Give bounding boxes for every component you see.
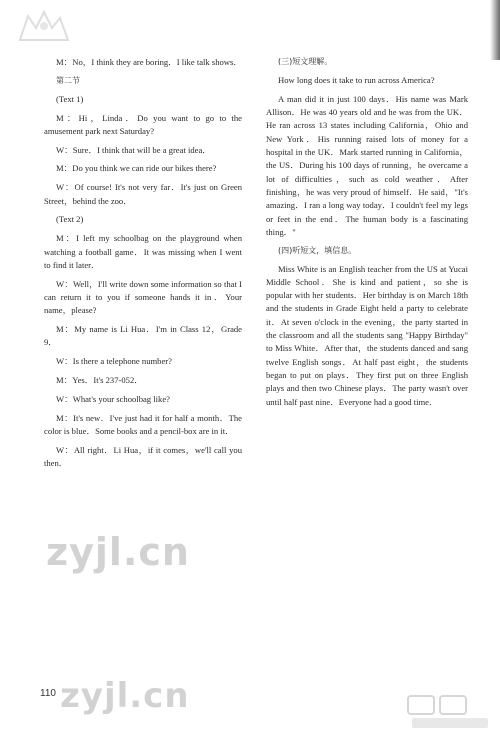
watermark-text: zyjl.cn bbox=[46, 530, 190, 574]
right-column-paragraph: Miss White is an English teacher from the US at Yucai Middle School．She is kind and patient，so she is popular with her students．Her birthday is on March 18th and the students in Grade Eight held a party to celebrate it．At seven o'clock in the evening，the party started in the classroom and all the students sang "Happy Birthday" to Miss White．After that，the students danced and sang twelve English songs．At half past eight，the students began to put on plays．They first put on three English plays and then two Chinese plays．The party wasn't over until half past nine．Everyone had a good time． bbox=[266, 263, 468, 407]
left-column-paragraph: 第二节 bbox=[56, 75, 80, 85]
left-column-paragraph: W：What's your schoolbag like? bbox=[56, 393, 170, 404]
left-column-paragraph: M：I left my schoolbag on the playground when watching a football game．It was missing when I went to find it later． bbox=[44, 233, 242, 270]
right-column-paragraph: How long does it take to run across America? bbox=[278, 74, 435, 85]
left-column-paragraph: (Text 2) bbox=[56, 214, 84, 225]
right-column-paragraph: A man did it in just 100 days．His name was Mark Allison．He was 40 years old and he was from the UK．He ran across 13 states including California，Ohio and New York．His running raised lots of money for a hospital in the UK．Mark started running in California，the US．During his 100 days of running，he overcame a lot of difficulties，such as cold weather．After finishing，he was very proud of himself．He said，"It's amazing．I ran a long way today．I couldn't feel my legs or feet in the end．The human body is a fascinating thing．" bbox=[266, 93, 468, 237]
left-column-paragraph: M：My name is Li Hua．I'm in Class 12，Grade 9． bbox=[44, 324, 242, 348]
left-column-paragraph: W：Well，I'll write down some information so that I can return it to you if someone hands it in．Your name，please? bbox=[44, 278, 242, 316]
left-column-paragraph: M：Hi，Linda．Do you want to go to the amusement park next Saturday? bbox=[44, 112, 242, 136]
left-column-paragraph: W：All right．Li Hua，if it comes，we'll call you then． bbox=[44, 444, 242, 469]
left-column-paragraph: W：Sure．I think that will be a great idea． bbox=[56, 144, 211, 155]
left-column-paragraph: M：Do you think we can ride our bikes there? bbox=[56, 163, 217, 174]
watermark-text-bottom: zyjl.cn bbox=[60, 676, 190, 716]
page-edge-shadow bbox=[490, 0, 500, 60]
left-column-paragraph: (Text 1) bbox=[56, 93, 84, 104]
right-column bbox=[266, 56, 468, 414]
left-column-paragraph: W：Of course! It's not very far．It's just on Green Street，behind the zoo． bbox=[44, 182, 242, 206]
logo-seal-icon bbox=[14, 6, 74, 44]
watermark-logo-icon bbox=[404, 692, 494, 732]
left-column-paragraph: M：Yes．It's 237-052． bbox=[56, 375, 143, 386]
left-column bbox=[44, 56, 242, 476]
page-number: 110 bbox=[40, 688, 56, 699]
right-column-paragraph: (四)听短文，填信息。 bbox=[278, 245, 357, 255]
left-column-paragraph: M：No，I think they are boring．I like talk shows． bbox=[56, 57, 242, 67]
right-column-paragraph: (三)短文理解。 bbox=[278, 57, 333, 66]
left-column-paragraph: W：Is there a telephone number? bbox=[56, 356, 172, 367]
left-column-paragraph: M：It's new．I've just had it for half a month．The color is blue．Some books and a pencil-box are in it． bbox=[44, 412, 242, 436]
